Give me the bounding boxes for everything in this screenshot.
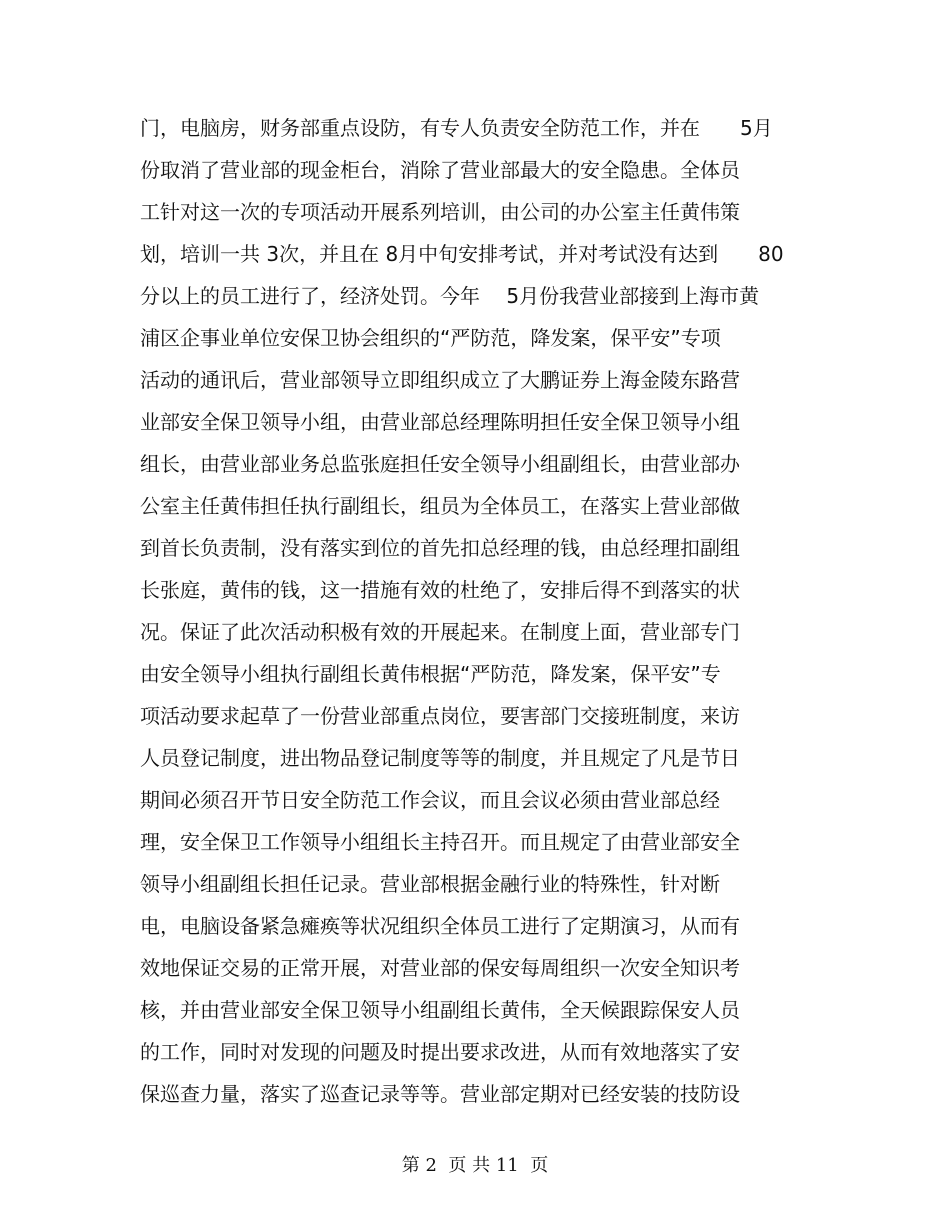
- body-text-line: 期间必须召开节日安全防范工作会议，而且会议必须由营业部总经: [140, 788, 720, 812]
- body-text-line: 项活动要求起草了一份营业部重点岗位，要害部门交接班制度，来访: [140, 704, 740, 728]
- body-text-line: 电，电脑设备紧急瘫痪等状况组织全体员工进行了定期演习，从而有: [140, 914, 740, 938]
- body-text-line: 效地保证交易的正常开展，对营业部的保安每周组织一次安全知识考: [140, 956, 740, 980]
- body-text-line: 活动的通讯后，营业部领导立即组织成立了大鹏证券上海金陵东路营: [140, 368, 740, 392]
- body-text-line: 份取消了营业部的现金柜台，消除了营业部最大的安全隐患。全体员: [140, 158, 740, 182]
- page-number-footer: 第 2 页 共 11 页: [401, 1155, 549, 1176]
- body-text-line: 划，培训一共 3次，并且在 8月中旬安排考试，并对考试没有达到 80: [140, 242, 784, 266]
- body-text-line: 业部安全保卫领导小组，由营业部总经理陈明担任安全保卫领导小组: [140, 410, 740, 434]
- body-text-line: 保巡查力量，落实了巡查记录等等。营业部定期对已经安装的技防设: [140, 1082, 740, 1106]
- body-text-line: 公室主任黄伟担任执行副组长，组员为全体员工，在落实上营业部做: [140, 494, 740, 518]
- body-text-line: 核，并由营业部安全保卫领导小组副组长黄伟，全天候跟踪保安人员: [140, 998, 740, 1022]
- body-text-line: 理，安全保卫工作领导小组组长主持召开。而且规定了由营业部安全: [140, 830, 740, 854]
- body-text-line: 长张庭，黄伟的钱，这一措施有效的杜绝了，安排后得不到落实的状: [140, 578, 740, 602]
- body-text-line: 的工作，同时对发现的问题及时提出要求改进，从而有效地落实了安: [140, 1040, 740, 1064]
- body-text-line: 门，电脑房，财务部重点设防，有专人负责安全防范工作，并在 5月: [140, 116, 773, 140]
- body-text-line: 人员登记制度，进出物品登记制度等等的制度，并且规定了凡是节日: [140, 746, 740, 770]
- body-text-line: 分以上的员工进行了，经济处罚。今年 5月份我营业部接到上海市黄: [140, 284, 760, 308]
- body-text-line: 组长，由营业部业务总监张庭担任安全领导小组副组长，由营业部办: [140, 452, 740, 476]
- body-text-line: 领导小组副组长担任记录。营业部根据金融行业的特殊性，针对断: [140, 872, 720, 896]
- body-text-line: 由安全领导小组执行副组长黄伟根据“严防范，降发案，保平安”专: [140, 662, 721, 686]
- body-text-line: 况。保证了此次活动积极有效的开展起来。在制度上面，营业部专门: [140, 620, 740, 644]
- body-text-line: 到首长负责制，没有落实到位的首先扣总经理的钱，由总经理扣副组: [140, 536, 740, 560]
- body-text-line: 工针对这一次的专项活动开展系列培训，由公司的办公室主任黄伟策: [140, 200, 740, 224]
- body-text-line: 浦区企事业单位安保卫协会组织的“严防范，降发案，保平安”专项: [140, 326, 721, 350]
